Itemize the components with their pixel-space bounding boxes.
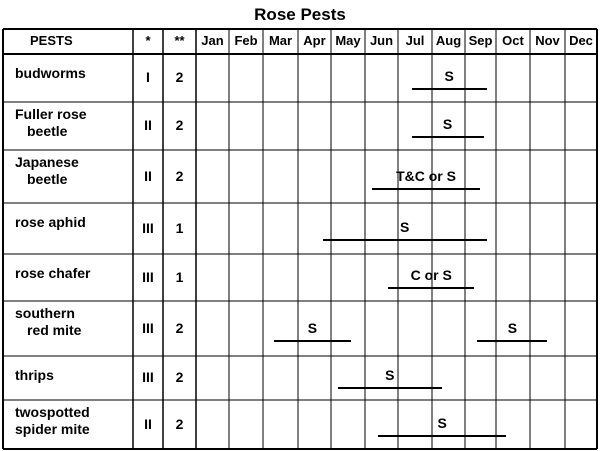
month-header-oct: Oct (502, 33, 524, 48)
treatment-period-bar (412, 88, 487, 90)
month-header-feb: Feb (234, 33, 258, 48)
pest-class: III (142, 269, 154, 285)
treatment-period-bar (274, 340, 352, 342)
header-priority: ** (174, 33, 185, 48)
pest-class: II (144, 168, 152, 184)
month-header-dec: Dec (569, 33, 593, 48)
treatment-label: S (442, 116, 453, 132)
pest-name-line-1: rose aphid (15, 214, 86, 230)
pest-name (15, 367, 133, 384)
month-header-sep: Sep (468, 33, 493, 48)
pest-priority: 2 (175, 320, 184, 336)
header-class: * (145, 33, 151, 48)
pest-name-line-1: southern (15, 305, 75, 321)
header-pests: PESTS (30, 33, 73, 48)
pest-class: III (142, 369, 154, 385)
treatment-period-bar (372, 188, 481, 190)
month-header-jul: Jul (405, 33, 425, 48)
treatment-period-bar (323, 239, 487, 241)
pest-name-line-1: rose chafer (15, 265, 91, 281)
treatment-label: T&C or S (396, 168, 456, 184)
pest-name-line-2: beetle (27, 123, 68, 139)
month-header-apr: Apr (303, 33, 326, 48)
pest-priority: 2 (175, 369, 184, 385)
pest-name (15, 305, 133, 339)
treatment-label: S (437, 415, 447, 431)
treatment-label: S (507, 320, 518, 336)
pest-name-line-1: twospotted (15, 404, 90, 420)
pest-name (15, 106, 133, 140)
pest-name (15, 265, 133, 282)
treatment-period-bar (412, 136, 484, 138)
treatment-label: C or S (410, 267, 452, 283)
month-header-jan: Jan (201, 33, 224, 48)
pest-priority: 2 (175, 117, 184, 133)
pest-name-line-1: Fuller rose (15, 106, 87, 122)
month-header-mar: Mar (268, 33, 293, 48)
month-header-nov: Nov (535, 33, 560, 48)
treatment-period-bar (338, 387, 442, 389)
treatment-period-bar (477, 340, 547, 342)
month-header-aug: Aug (435, 33, 462, 48)
pest-priority: 2 (175, 69, 184, 85)
pest-priority: 2 (175, 416, 184, 432)
pest-name-line-2: red mite (27, 322, 82, 338)
treatment-period-bar (388, 287, 474, 289)
pest-name-line-2: spider mite (15, 421, 90, 437)
pest-class: II (144, 416, 152, 432)
pest-class: III (142, 220, 154, 236)
month-header-may: May (335, 33, 361, 48)
pest-name (15, 214, 133, 231)
pest-name-line-2: beetle (27, 171, 68, 187)
month-header-jun: Jun (369, 33, 394, 48)
pest-name-line-1: Japanese (15, 154, 79, 170)
pest-priority: 2 (175, 168, 184, 184)
page-title: Rose Pests (254, 5, 346, 24)
pest-name (15, 404, 133, 438)
pest-class: I (146, 69, 150, 85)
pest-class: III (142, 320, 154, 336)
pest-name-line-1: budworms (15, 65, 86, 81)
pest-priority: 1 (175, 269, 184, 285)
pest-name (15, 65, 133, 82)
treatment-label: S (385, 367, 395, 383)
treatment-period-bar (378, 435, 506, 437)
treatment-label: S (307, 320, 318, 336)
treatment-label: S (400, 219, 410, 235)
pest-name-line-1: thrips (15, 367, 54, 383)
pest-class: II (144, 117, 152, 133)
pest-name (15, 154, 133, 188)
pest-priority: 1 (175, 220, 184, 236)
treatment-label: S (444, 68, 454, 84)
